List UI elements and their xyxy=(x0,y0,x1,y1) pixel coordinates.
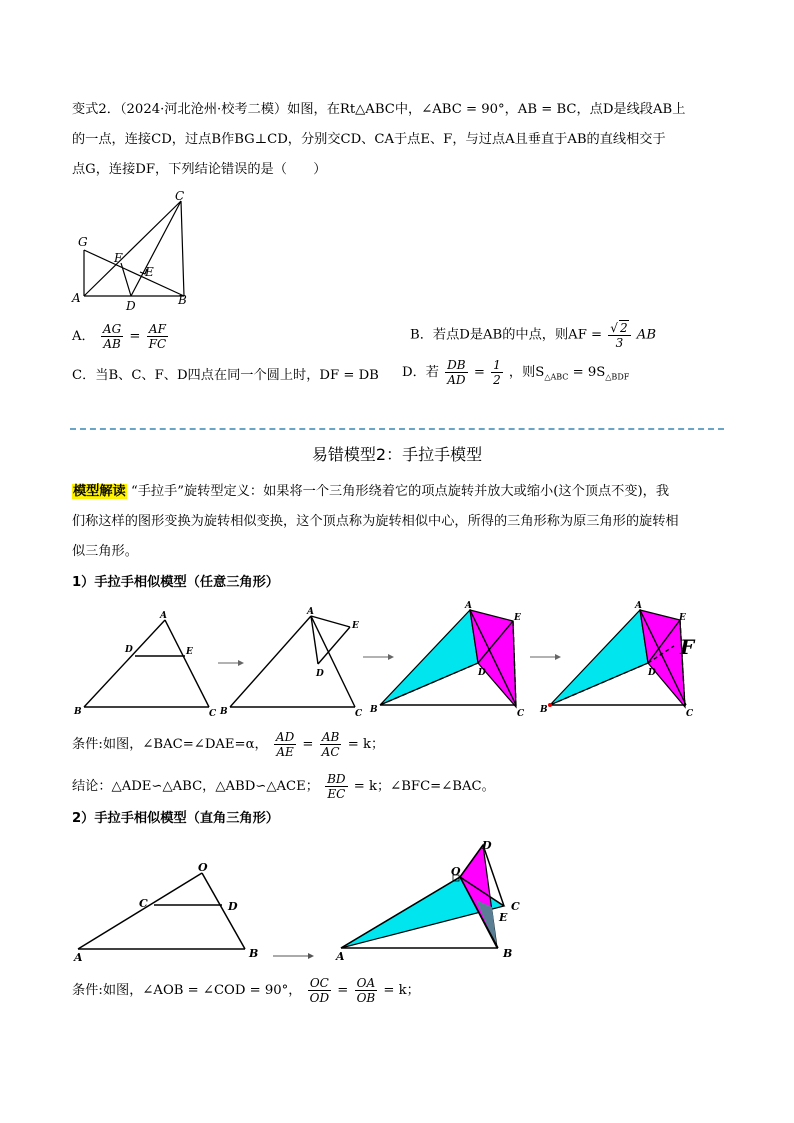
model1-conclusion: 结论：△ADE∽△ABC，△ABD∽△ACE； $\frac{BD}{EC}$ = k；∠BFC=∠BAC。 xyxy=(72,772,495,801)
model2-heading: 2）手拉手相似模型（直角三角形） xyxy=(72,811,279,826)
model1-figures xyxy=(70,600,730,725)
svg-text:D: D xyxy=(125,645,133,655)
label-A: A xyxy=(72,291,81,305)
svg-text:A: A xyxy=(74,951,83,964)
svg-text:D: D xyxy=(478,668,486,678)
svg-text:B: B xyxy=(249,947,259,960)
option-b: B．若点D是AB的中点，则AF = $\frac{√ 2}{3}$ AB xyxy=(410,321,657,350)
svg-text:A: A xyxy=(465,601,472,611)
svg-text:D: D xyxy=(316,669,324,679)
svg-text:A: A xyxy=(635,601,642,611)
svg-text:F: F xyxy=(680,635,695,659)
svg-text:E: E xyxy=(514,613,521,623)
svg-text:C: C xyxy=(209,709,217,719)
problem-line-3: 点G，连接DF，下列结论错误的是（ ） xyxy=(72,162,327,177)
svg-text:B: B xyxy=(220,707,228,717)
svg-text:O: O xyxy=(451,865,461,878)
svg-text:D: D xyxy=(482,839,492,852)
model1-condition: 条件:如图，∠BAC=∠DAE=α， $\frac{AD}{AE}$ = $\frac{AB}{AC}$ = k； xyxy=(72,730,385,759)
svg-text:A: A xyxy=(160,611,167,621)
svg-text:E: E xyxy=(186,647,193,657)
label-F: F xyxy=(114,251,123,265)
svg-text:B: B xyxy=(540,705,548,715)
model-interpretation-tag: 模型解读 xyxy=(73,484,126,499)
model1-heading: 1）手拉手相似模型（任意三角形） xyxy=(72,575,279,590)
svg-text:B: B xyxy=(74,707,82,717)
section-title: 易错模型2：手拉手模型 xyxy=(311,445,483,464)
svg-text:C: C xyxy=(517,709,525,719)
interpretation-line-3: 似三角形。 xyxy=(72,544,138,559)
svg-text:D: D xyxy=(228,900,238,913)
label-D: D xyxy=(126,299,136,313)
svg-text:B: B xyxy=(370,705,378,715)
svg-text:D: D xyxy=(648,668,656,678)
svg-text:O: O xyxy=(198,861,208,874)
svg-text:B: B xyxy=(503,947,513,960)
svg-text:A: A xyxy=(336,950,345,963)
model2-condition: 条件:如图，∠AOB = ∠COD = 90°， $\frac{OC}{OD}$ = $\frac{OA}{OB}$ = k； xyxy=(72,976,420,1005)
svg-text:C: C xyxy=(511,900,520,913)
svg-text:C: C xyxy=(355,709,363,719)
svg-text:E: E xyxy=(499,911,508,924)
problem-line-2: 的一点，连接CD，过点B作BG⊥CD，分别交CD、CA于点E、F，与过点A且垂直于AB的直线相交于 xyxy=(72,132,666,147)
problem-line-1: 变式2．（2024·河北沧州·校考二模）如图，在Rt△ABC中，∠ABC = 90°，AB = BC，点D是线段AB上 xyxy=(72,102,686,117)
label-B: B xyxy=(178,293,187,307)
option-a: A． $\frac{AG}{AB}$ = $\frac{AF}{FC}$ xyxy=(72,322,167,351)
label-C: C xyxy=(175,189,185,203)
svg-text:C: C xyxy=(139,897,148,910)
svg-text:C: C xyxy=(686,709,694,719)
figure-right-triangle xyxy=(60,188,210,314)
interpretation-line-1: 模型解读 “手拉手”旋转型定义：如果将一个三角形绕着它的项点旋转并放大或缩小(这个顶点不变)，我 xyxy=(73,484,670,499)
section-divider xyxy=(70,428,724,430)
option-d: D．若 $\frac{DB}{AD}$ = $\frac{1}{2}$ ，则$S_{\triangle ABC} = 9S_{\triangle BDF}$ xyxy=(402,358,630,387)
svg-text:E: E xyxy=(352,621,359,631)
label-G: G xyxy=(78,235,88,249)
svg-text:A: A xyxy=(307,607,314,617)
interpretation-line-2: 们称这样的图形变换为旋转相似变换，这个顶点称为旋转相似中心，所得的三角形称为原三角形的旋转相 xyxy=(72,514,679,529)
svg-text:E: E xyxy=(679,613,686,623)
model2-figures xyxy=(68,835,538,965)
label-E: E xyxy=(145,265,154,279)
option-c: C．当B、C、F、D四点在同一个圆上时，DF = DB xyxy=(72,368,379,383)
